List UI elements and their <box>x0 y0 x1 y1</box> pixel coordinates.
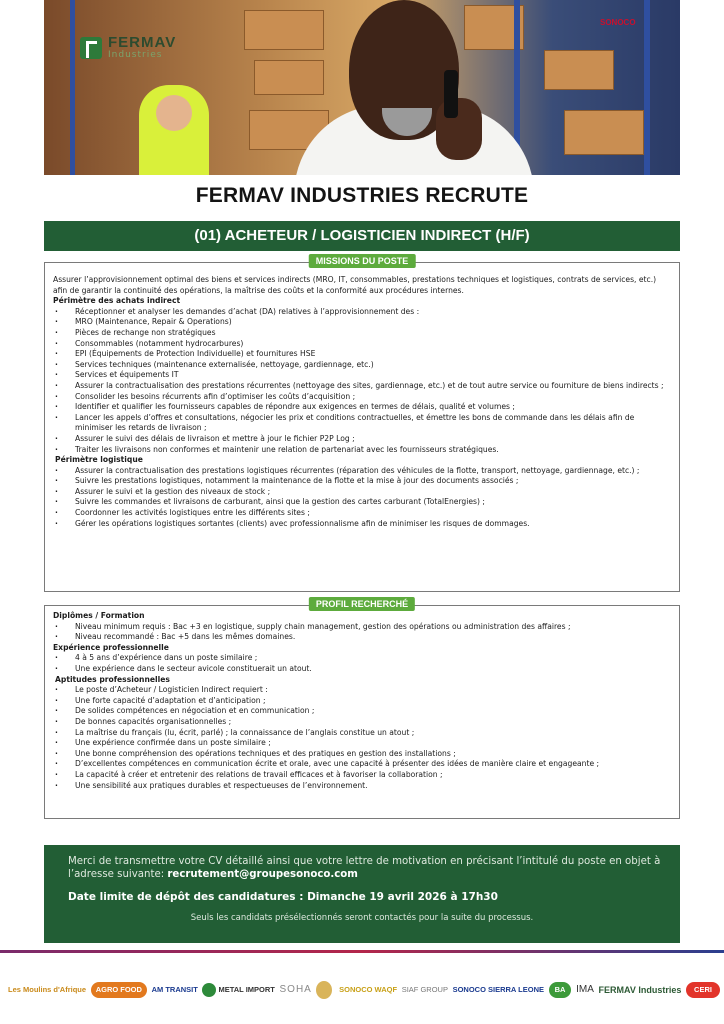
warehouse-box <box>564 110 644 155</box>
partner-logo-sonoco-waqf: SONOCO WAQF <box>339 985 398 994</box>
list-item: · Traiter les livraisons non conformes et maintenir une relation de partenariat avec les fournisseurs stratégiques. <box>53 445 671 456</box>
aptitudes-title: Aptitudes professionnelles <box>55 674 170 684</box>
list-item: · La maîtrise du français (lu, écrit, parlé) ; la connaissance de l’anglais constitue un atout ; <box>53 728 671 739</box>
application-footer <box>44 845 680 943</box>
list-item: · Suivre les commandes et livraisons de carburant, ainsi que la gestion des cartes carburant (TotalEnergies) ; <box>53 497 671 508</box>
partner-logo-siaf: SIAF GROUP <box>401 985 448 994</box>
list-item: · Coordonner les activités logistiques entre les différents sites ; <box>53 508 671 519</box>
achats-title: Périmètre des achats indirect <box>53 296 181 306</box>
list-item: · D’excellentes compétences en communication écrite et orale, avec une capacité à présenter des idées de manière claire et engageante ; <box>53 759 671 770</box>
list-item: · Une expérience confirmée dans un poste similaire ; <box>53 738 671 749</box>
fermav-logo-sub: Industries <box>108 50 163 60</box>
partner-logo-fermav: FERMAV Industries <box>598 985 682 995</box>
list-item: · De bonnes capacités organisationnelles ; <box>53 717 671 728</box>
warehouse-box <box>254 60 324 95</box>
experience-list <box>53 653 671 674</box>
list-item: · Services et équipements IT <box>53 370 671 381</box>
list-item: · Niveau recommandé : Bac +5 dans les mêmes domaines. <box>53 632 671 643</box>
list-item: · Assurer le suivi des délais de livraison et mettre à jour le fichier P2P Log ; <box>53 434 671 445</box>
emblem-icon <box>316 981 332 999</box>
list-item: · Consommables (notamment hydrocarbures) <box>53 339 671 350</box>
missions-section <box>44 262 680 592</box>
partner-logo-ba: BA <box>549 982 572 998</box>
missions-heading: MISSIONS DU POSTE <box>309 254 416 268</box>
list-item: · Assurer la contractualisation des prestations logistiques récurrentes (réparation des véhicules de la flotte, transport, nettoyage, gardiennage, etc.) ; <box>53 466 671 477</box>
list-item: · Une sensibilité aux pratiques durables et respectueuses de l’environnement. <box>53 781 671 792</box>
list-item: · Gérer les opérations logistiques sortantes (clients) avec professionnalisme afin de minimiser les risques de dommages. <box>53 519 671 530</box>
list-item: · Réceptionner et analyser les demandes d’achat (DA) relatives à l’approvisionnement des : <box>53 307 671 318</box>
logistique-list <box>53 466 671 530</box>
aptitudes-list <box>53 685 671 791</box>
list-item: · Services techniques (maintenance externalisée, nettoyage, gardiennage, etc.) <box>53 360 671 371</box>
color-stripe <box>0 950 724 953</box>
partner-logo-moulins: Les Moulins d'Afrique <box>8 985 87 994</box>
warehouse-box <box>244 10 324 50</box>
selection-note: Seuls les candidats présélectionnés seront contactés pour la suite du processus. <box>190 913 534 923</box>
page-title: FERMAV INDUSTRIES RECRUTE <box>195 184 529 207</box>
list-item: · Lancer les appels d’offres et consultations, négocier les prix et conditions contractuelles, et émettre les bons de commande dans les délais afin de minimiser les retards de livraison ; <box>53 413 671 434</box>
fermav-logo-name: FERMAV <box>108 34 177 51</box>
list-item: · Identifier et qualifier les fournisseurs capables de répondre aux exigences en termes de délais, qualité et volumes ; <box>53 402 671 413</box>
list-item: · Une bonne compréhension des opérations techniques et des pratiques en gestion des installations ; <box>53 749 671 760</box>
achats-list <box>53 307 671 455</box>
application-deadline: Date limite de dépôt des candidatures : Dimanche 19 avril 2026 à 17h30 <box>68 891 498 903</box>
fermav-logo <box>80 36 176 60</box>
list-item: · MRO (Maintenance, Repair & Operations) <box>53 317 671 328</box>
partner-logo-amtransit: AM TRANSIT <box>151 985 198 994</box>
sonoco-logo: SONOCO <box>600 18 636 27</box>
list-item: · Consolider les besoins récurrents afin d’optimiser les coûts d’acquisition ; <box>53 392 671 403</box>
list-item: · Suivre les prestations logistiques, notamment la maintenance de la flotte et la mise à jour des documents associés ; <box>53 476 671 487</box>
list-item: · Le poste d’Acheteur / Logisticien Indirect requiert : <box>53 685 671 696</box>
diplomes-title: Diplômes / Formation <box>53 611 145 620</box>
fermav-mark-icon <box>80 37 102 59</box>
recruitment-email-link[interactable]: recrutement@groupesonoco.com <box>167 869 358 880</box>
partner-logo-ceri: CERI <box>686 982 720 998</box>
warehouse-box <box>544 50 614 90</box>
partner-logo-metalimport: METAL IMPORT <box>202 983 274 997</box>
list-item: · Assurer la contractualisation des prestations récurrentes (nettoyage des sites, gardiennage, etc.) et de tout autre service ou fourniture de biens indirects ; <box>53 381 671 392</box>
list-item: · Assurer le suivi et la gestion des niveaux de stock ; <box>53 487 671 498</box>
list-item: · 4 à 5 ans d’expérience dans un poste similaire ; <box>53 653 671 664</box>
application-message <box>68 855 680 881</box>
partner-logo-agrofood: AGRO FOOD <box>91 982 147 998</box>
job-title-bar: (01) ACHETEUR / LOGISTICIEN INDIRECT (H/F) <box>44 221 680 251</box>
list-item: · EPI (Équipements de Protection Individuelle) et fournitures HSE <box>53 349 671 360</box>
worker-head <box>156 95 192 131</box>
partner-logo-soha: SOHA <box>279 984 312 995</box>
list-item: · Pièces de rechange non stratégiques <box>53 328 671 339</box>
partner-logo-ima: IMA <box>576 984 594 995</box>
partner-logos <box>8 972 720 1008</box>
man-hand <box>436 98 482 160</box>
list-item: · Niveau minimum requis : Bac +3 en logistique, supply chain management, gestion des opérations ou administration des affaires ; <box>53 622 671 633</box>
list-item: · La capacité à créer et entretenir des relations de travail efficaces et à favoriser la collaboration ; <box>53 770 671 781</box>
partner-logo-sonoco-sl: SONOCO SIERRA LEONE <box>452 985 544 994</box>
rack-post <box>70 0 75 175</box>
profil-section <box>44 605 680 819</box>
application-instructions: Merci de transmettre votre CV détaillé ainsi que votre lettre de motivation en précisant l’intitulé du poste en objet à l’adresse suivante: <box>68 856 661 880</box>
missions-intro: Assurer l’approvisionnement optimal des biens et services indirects (MRO, IT, consommables, prestations techniques et logistiques, contrats de services, etc.) afin de garantir la continuité des opérations, la maîtrise des coûts et la conformité aux procédures internes. <box>53 275 657 295</box>
phone-icon <box>444 70 458 118</box>
diplomes-list <box>53 622 671 643</box>
list-item: · De solides compétences en négociation et en communication ; <box>53 706 671 717</box>
list-item: · Une expérience dans le secteur avicole constituerait un atout. <box>53 664 671 675</box>
profil-heading: PROFIL RECHERCHÉ <box>309 597 415 611</box>
logistique-title: Périmètre logistique <box>55 455 143 465</box>
hero-banner <box>44 0 680 175</box>
metal-import-icon <box>202 983 216 997</box>
list-item: · Une forte capacité d’adaptation et d’anticipation ; <box>53 696 671 707</box>
rack-post <box>644 0 650 175</box>
experience-title: Expérience professionnelle <box>53 642 169 652</box>
partner-logo-emblem <box>316 981 334 999</box>
